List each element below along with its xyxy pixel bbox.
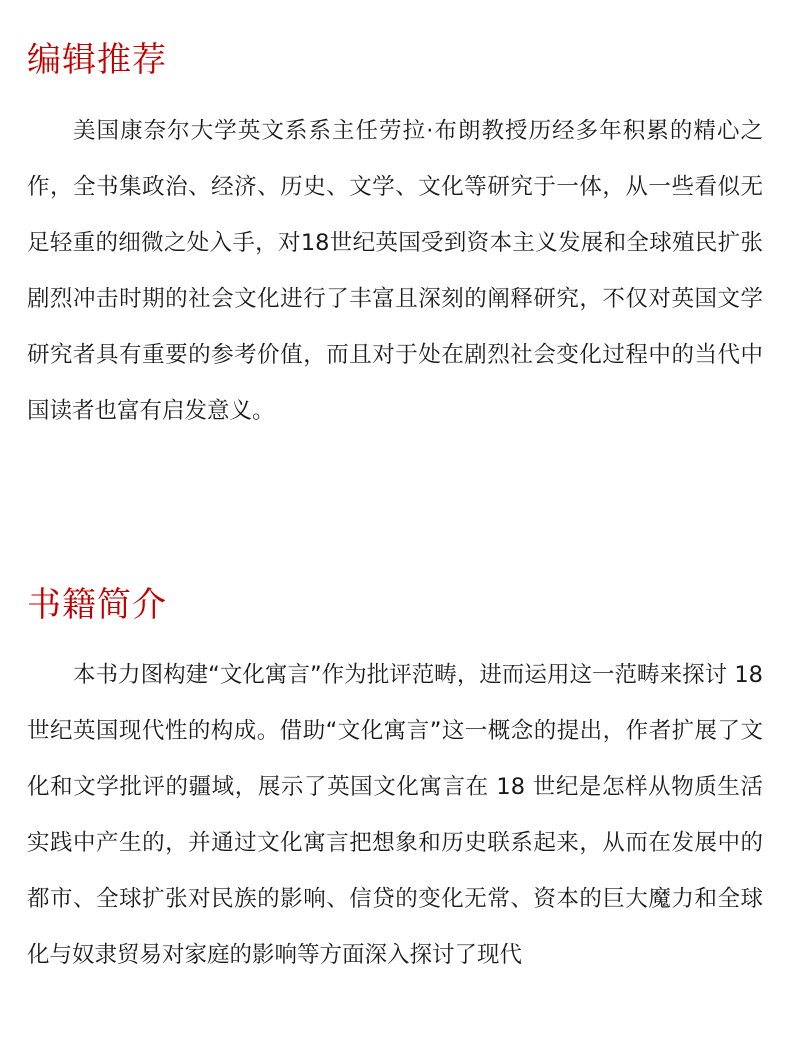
book-intro-heading: 书籍简介	[27, 585, 167, 625]
editor-recommendation-text: 美国康奈尔大学英文系系主任劳拉·布朗教授历经多年积累的精心之作，全书集政治、经济、历史、文学、文化等研究于一体，从一些看似无足轻重的细微之处入手，对18世纪英国受到资本主义发展和全球殖民扩张剧烈冲击时期的社会文化进行了丰富且深刻的阐释研究，不仅对英国文学研究者具有重要的参考价值，而且对于处在剧烈社会变化过程中的当代中国读者也富有启发意义。	[27, 118, 763, 424]
editor-recommendation-heading: 编辑推荐	[27, 40, 167, 80]
book-intro-text: 本书力图构建“文化寓言”作为批评范畴，进而运用这一范畴来探讨 18 世纪英国现代性的构成。借助“文化寓言”这一概念的提出，作者扩展了文化和文学批评的疆域，展示了英国文化寓言在 18 世纪是怎样从物质生活实践中产生的，并通过文化寓言把想象和历史联系起来，从而在发展中的都市、全球扩张对民族的影响、信贷的变化无常、资本的巨大魔力和全球化与奴隶贸易对家庭的影响等方面深入探讨了现代	[27, 662, 763, 968]
